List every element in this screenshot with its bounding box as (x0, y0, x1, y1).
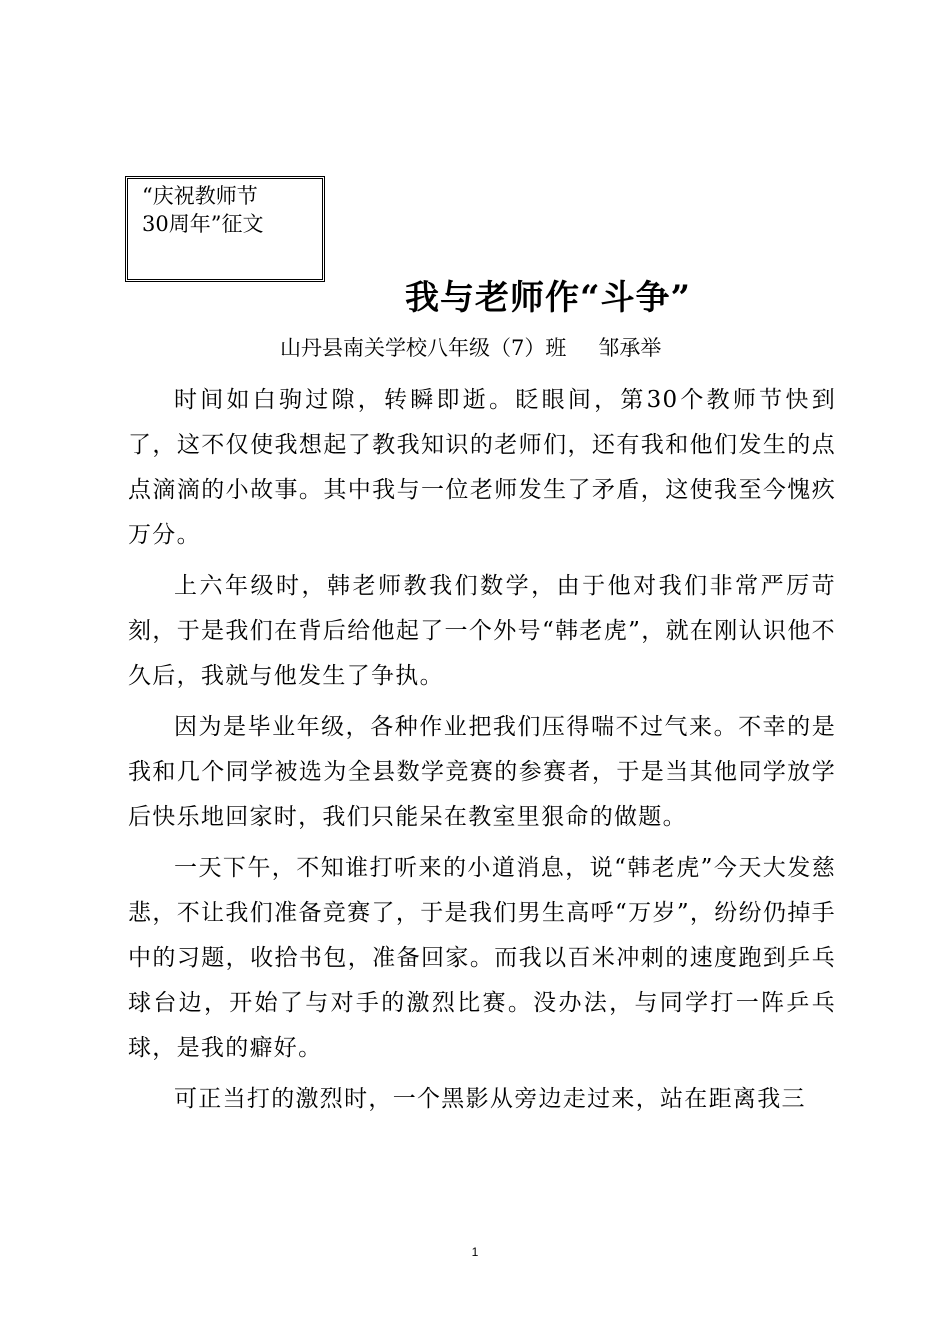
paragraph-3: 因为是毕业年级，各种作业把我们压得喘不过气来。不幸的是我和几个同学被选为全县数学竞赛的参赛者，于是当其他同学放学后快乐地回家时，我们只能呆在教室里狠命的做题。 (128, 714, 836, 830)
byline (280, 333, 661, 363)
byline-author: 邹承举 (598, 336, 662, 360)
essay-contest-badge (125, 176, 325, 282)
article-title: 我与老师作“斗争” (405, 278, 692, 318)
badge-line-1: “庆祝教师节 (142, 184, 258, 208)
byline-school: 山丹县南关学校八年级（7）班 (280, 336, 567, 360)
paragraph-5: 可正当打的激烈时，一个黑影从旁边走过来，站在距离我三 (174, 1086, 806, 1112)
article-body (128, 378, 836, 1128)
paragraph-2: 上六年级时，韩老师教我们数学，由于他对我们非常严厉苛刻，于是我们在背后给他起了一个外号“韩老虎”，就在刚认识他不久后，我就与他发生了争执。 (128, 573, 836, 689)
badge-line-2: 30周年”征文 (142, 212, 264, 236)
paragraph-4: 一天下午，不知谁打听来的小道消息，说“韩老虎”今天大发慈悲，不让我们准备竞赛了，于是我们男生高呼“万岁”，纷纷仍掉手中的习题，收拾书包，准备回家。而我以百米冲刺的速度跑到乒乓球台边，开始了与对手的激烈比赛。没办法，与同学打一阵乒乓球，是我的癖好。 (128, 855, 836, 1061)
page-number: 1 (471, 1245, 479, 1259)
paragraph-1: 时间如白驹过隙，转瞬即逝。眨眼间，第30个教师节快到了，这不仅使我想起了教我知识的老师们，还有我和他们发生的点点滴滴的小故事。其中我与一位老师发生了矛盾，这使我至今愧疚万分。 (128, 387, 836, 548)
